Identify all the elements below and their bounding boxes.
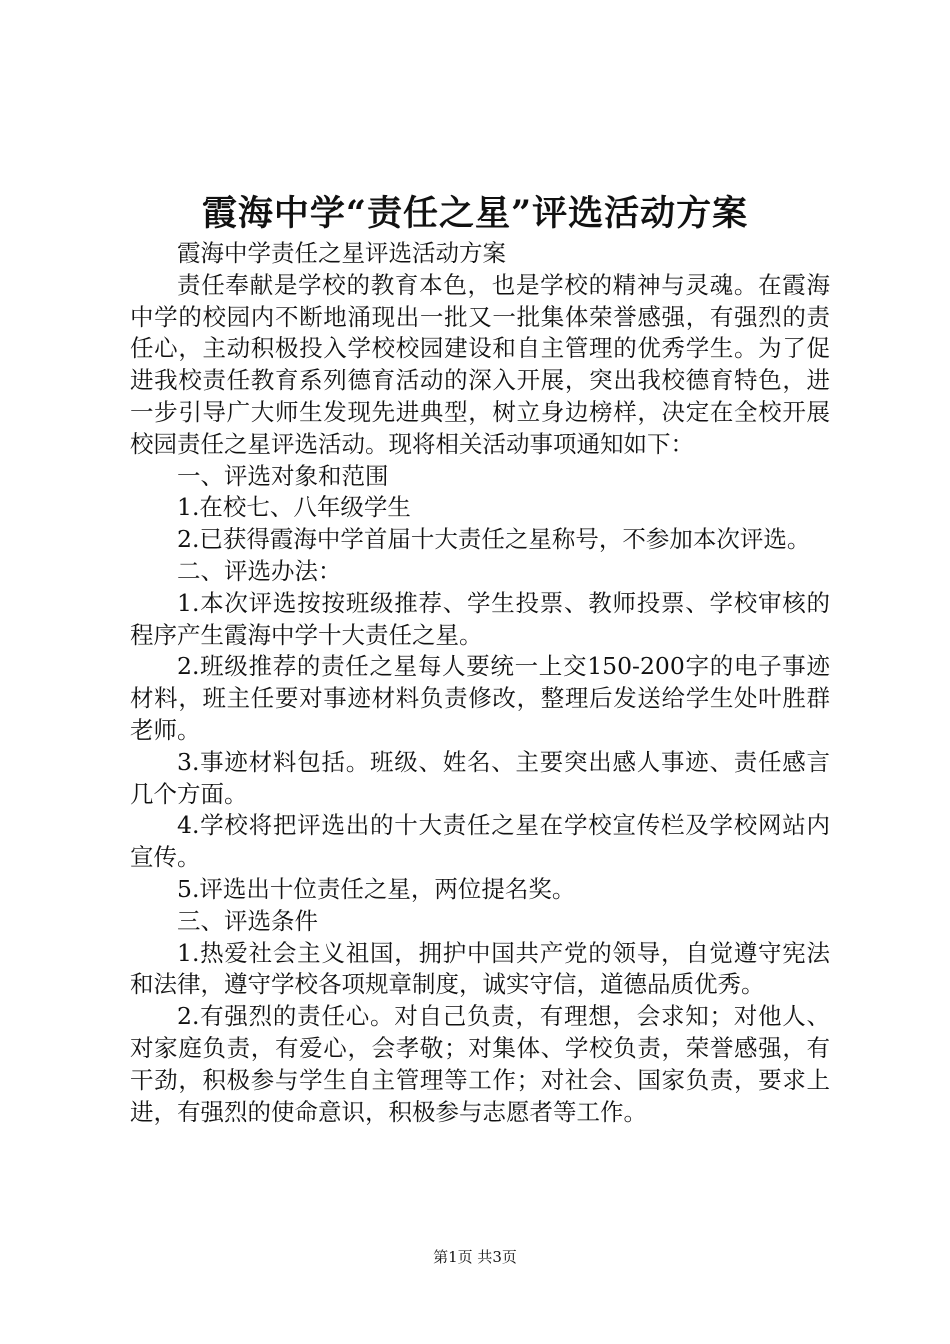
page-footer: 第1页 共3页: [433, 1248, 517, 1266]
paragraph-item: 2.有强烈的责任心。对自己负责，有理想，会求知；对他人、对家庭负责，有爱心，会孝敬；对集体、学校负责，荣誉感强，有干劲，积极参与学生自主管理等工作；对社会、国家负责，要求上进，有强烈的使命意识，积极参与志愿者等工作。: [130, 1002, 830, 1126]
paragraph-item: 2.班级推荐的责任之星每人要统一上交150-200字的电子事迹材料，班主任要对事迹材料负责修改，整理后发送给学生处叶胜群老师。: [130, 652, 830, 744]
section-heading-conditions: 三、评选条件: [177, 906, 318, 935]
document-title: 霞海中学“责任之星”评选活动方案: [201, 193, 749, 234]
paragraph-intro: 责任奉献是学校的教育本色，也是学校的精神与灵魂。在霞海中学的校园内不断地涌现出一批又一批集体荣誉感强，有强烈的责任心，主动积极投入学校校园建设和自主管理的优秀学生。为了促进我校责任教育系列德育活动的深入开展，突出我校德育特色，进一步引导广大师生发现先进典型，树立身边榜样，决定在全校开展校园责任之星评选活动。现将相关活动事项通知如下：: [130, 270, 830, 458]
paragraph-item: 1.热爱社会主义祖国，拥护中国共产党的领导，自觉遵守宪法和法律，遵守学校各项规章制度，诚实守信，道德品质优秀。: [130, 938, 830, 999]
paragraph-subtitle: 霞海中学责任之星评选活动方案: [177, 239, 506, 267]
paragraph-item: 5.评选出十位责任之星，两位提名奖。: [177, 874, 576, 903]
paragraph-item: 2.已获得霞海中学首届十大责任之星称号，不参加本次评选。: [177, 525, 811, 554]
section-heading-method: 二、评选办法：: [177, 556, 342, 585]
paragraph-item: 3.事迹材料包括。班级、姓名、主要突出感人事迹、责任感言几个方面。: [130, 747, 830, 808]
document-body: [130, 238, 830, 1128]
paragraph-item: 1.本次评选按按班级推荐、学生投票、教师投票、学校审核的程序产生霞海中学十大责任之星。: [130, 588, 830, 649]
paragraph-item: 1.在校七、八年级学生: [177, 493, 411, 522]
paragraph-item: 4.学校将把评选出的十大责任之星在学校宣传栏及学校网站内宣传。: [130, 811, 830, 872]
section-heading-scope: 一、评选对象和范围: [177, 461, 389, 490]
